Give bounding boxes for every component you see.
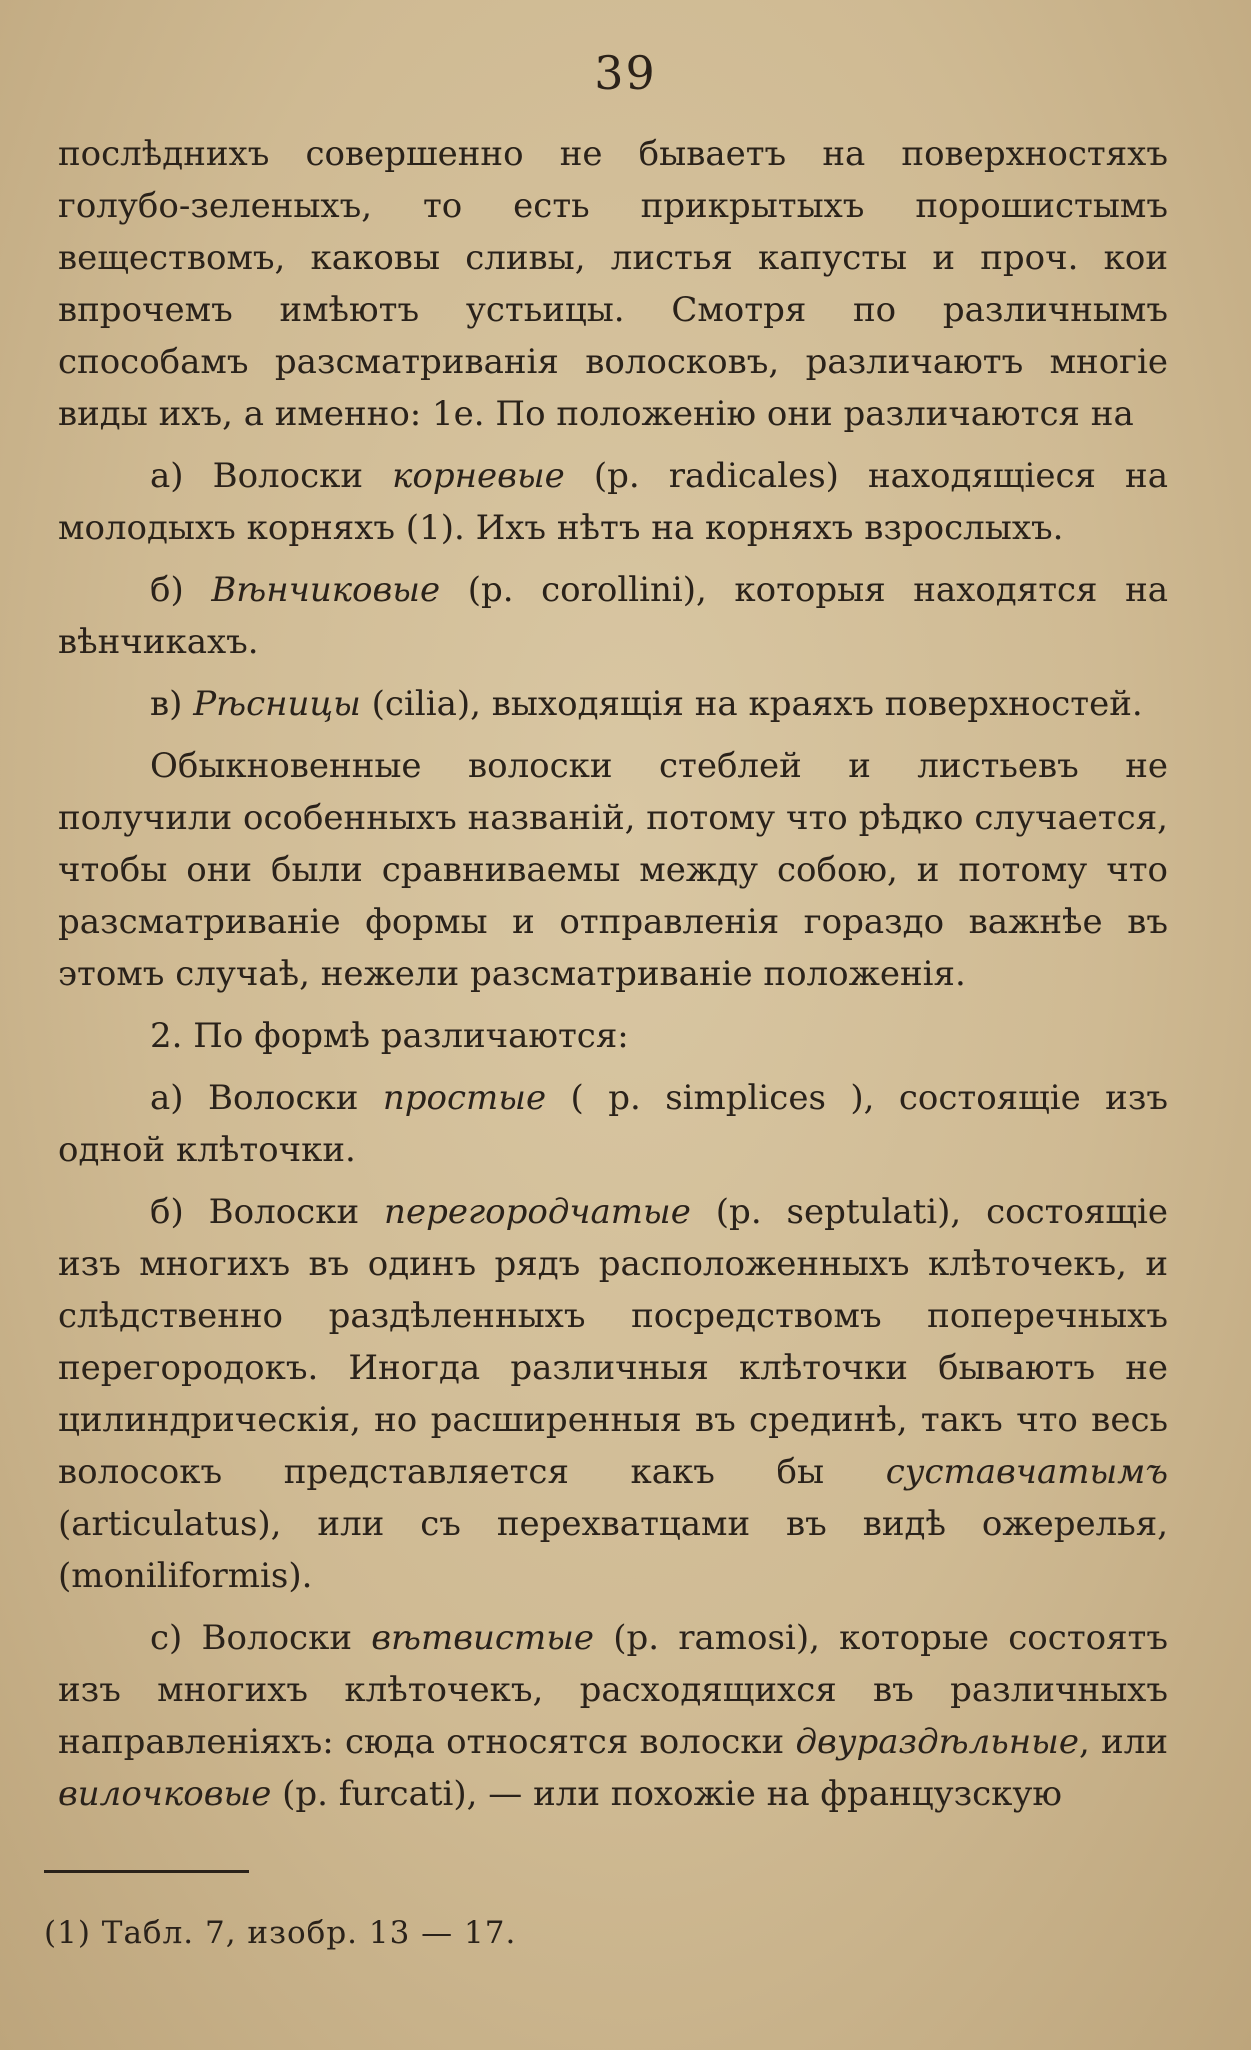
text-run: а) Волоски [150,456,393,496]
paragraph-root-hairs [58,450,1168,554]
italic-term: корневые [392,456,565,496]
paragraph-branched-hairs [58,1612,1168,1820]
paragraph-ordinary-hairs: Обыкновенные волоски стеблей и листьевъ не получили особенныхъ названій, потому что рѣдко случается, чтобы они были сравниваемы между собою, и потому что разсматриваніе формы и отправленія гораздо важнѣе въ этомъ случаѣ, нежели разсматриваніе положенія. [58,746,1168,994]
text-run: (p. corollini), которыя находятся на вѣнчикахъ. [58,570,1168,662]
paragraph-cilia [58,678,1168,730]
paragraph-corolla-hairs [58,564,1168,668]
italic-term: простые [382,1078,547,1118]
text-run: в) [150,684,194,724]
italic-term: двураздѣльные [795,1722,1079,1762]
text-run: (cilia), выходящія на краяхъ поверхностей. [360,684,1143,724]
text-run: , или [1079,1722,1168,1762]
text-run: (articulatus), или съ перехватцами въ видѣ ожерелья, (moniliformis). [58,1504,1168,1596]
italic-term: Рѣсницы [193,684,361,724]
text-run: c) Волоски [150,1618,372,1658]
text-run: б) [150,570,212,610]
italic-term: перегородчатые [384,1192,691,1232]
italic-term: вилочковые [58,1774,272,1814]
footnote-divider [44,1870,249,1873]
italic-term: вѣтвистые [371,1618,595,1658]
paragraph-septate-hairs [58,1186,1168,1602]
paragraph-continuation: послѣднихъ совершенно не бываетъ на поверхностяхъ голубо-зеленыхъ, то есть прикрытыхъ порошистымъ веществомъ, каковы сливы, листья капусты и проч. кои впрочемъ имѣютъ устьицы. Смотря по различнымъ способамъ разсматриванія волосковъ, различаютъ многіе виды ихъ, а именно: 1е. По положенію они различаются на [58,134,1168,434]
text-run: (p. septulati), состоящіе изъ многихъ въ одинъ рядъ расположенныхъ клѣточекъ, и слѣдственно раздѣленныхъ посредствомъ поперечныхъ перегородокъ. Иногда различныя клѣточки бываютъ не цилиндрическія, но расширенныя въ срединѣ, такъ что весь волосокъ представляется какъ бы [58,1192,1168,1492]
text-run: (p. furcati), — или похожіе на французскую [271,1774,1063,1814]
paragraph-simple-hairs [58,1072,1168,1176]
footnote: (1) Табл. 7, изобр. 13 — 17. [44,1915,517,1951]
italic-term: Вѣнчиковые [211,570,441,610]
text-run: (p. ramosi), которые состоятъ изъ многихъ клѣточекъ, расходящихся въ различныхъ направленіяхъ: сюда относятся волоски [58,1618,1168,1762]
body-text [58,128,1168,1830]
text-run: (p. radicales) находящіеся на молодыхъ корняхъ (1). Ихъ нѣтъ на корняхъ взрослыхъ. [58,456,1168,548]
page-number: 39 [594,46,657,100]
text-run: б) Волоски [150,1192,385,1232]
italic-term: суставчатымъ [885,1452,1168,1492]
text-run: а) Волоски [150,1078,383,1118]
paragraph-by-form: 2. По формѣ различаются: [150,1016,629,1056]
text-run: ( p. simplices ), состоящіе изъ одной клѣточки. [58,1078,1168,1170]
